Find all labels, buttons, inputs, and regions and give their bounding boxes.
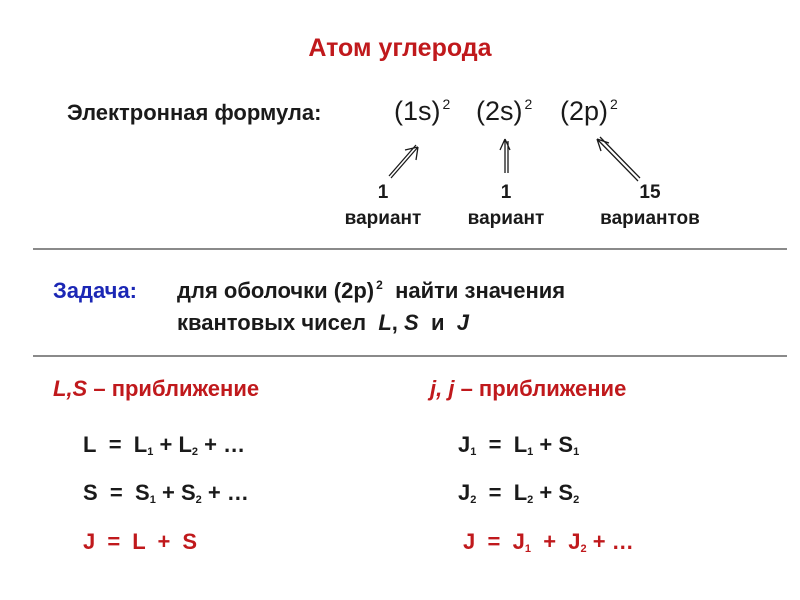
- variant-2p: 15 вариантов: [600, 182, 700, 229]
- jj-heading: j, j – приближение: [430, 376, 627, 401]
- jj-equation-J1: $J_1 = L_1 + S_1$: [458, 432, 580, 458]
- arrow-2s: [500, 139, 510, 173]
- divider-bottom: [33, 355, 787, 357]
- variant-2s: 1 вариант: [467, 182, 545, 229]
- ls-equation-S: $S = S_1 + S_2$ + …: [83, 480, 249, 506]
- formula-label: Электронная формула:: [67, 100, 322, 125]
- jj-equation-J2: $J_2 = L_2 + S_2$: [458, 480, 580, 506]
- formula-term-2s: (2s) $^2$: [476, 96, 533, 126]
- formula-term-1s: (1s) $^2$: [394, 96, 451, 126]
- formula-term-2p: (2p) $^2$: [560, 96, 618, 126]
- variant-1s: 1 вариант: [344, 182, 422, 229]
- ls-equation-J: J = L + S: [83, 529, 198, 554]
- task-label: Задача:: [53, 278, 138, 303]
- divider-top: [33, 248, 787, 250]
- task-line-2: квантовых чисел L, S и J: [177, 310, 469, 335]
- task-line-1: для оболочки (2p) $^2$ найти значения: [177, 278, 566, 303]
- jj-equation-J: $J = J_1 + J_2$ + …: [463, 529, 634, 555]
- arrow-1s: [389, 145, 418, 178]
- ls-equation-L: $L = L_1 + L_2$ + …: [83, 432, 246, 458]
- ls-heading: L,S – приближение: [53, 376, 260, 401]
- arrow-2p: [597, 137, 640, 181]
- page-title: Атом углерода: [308, 34, 492, 62]
